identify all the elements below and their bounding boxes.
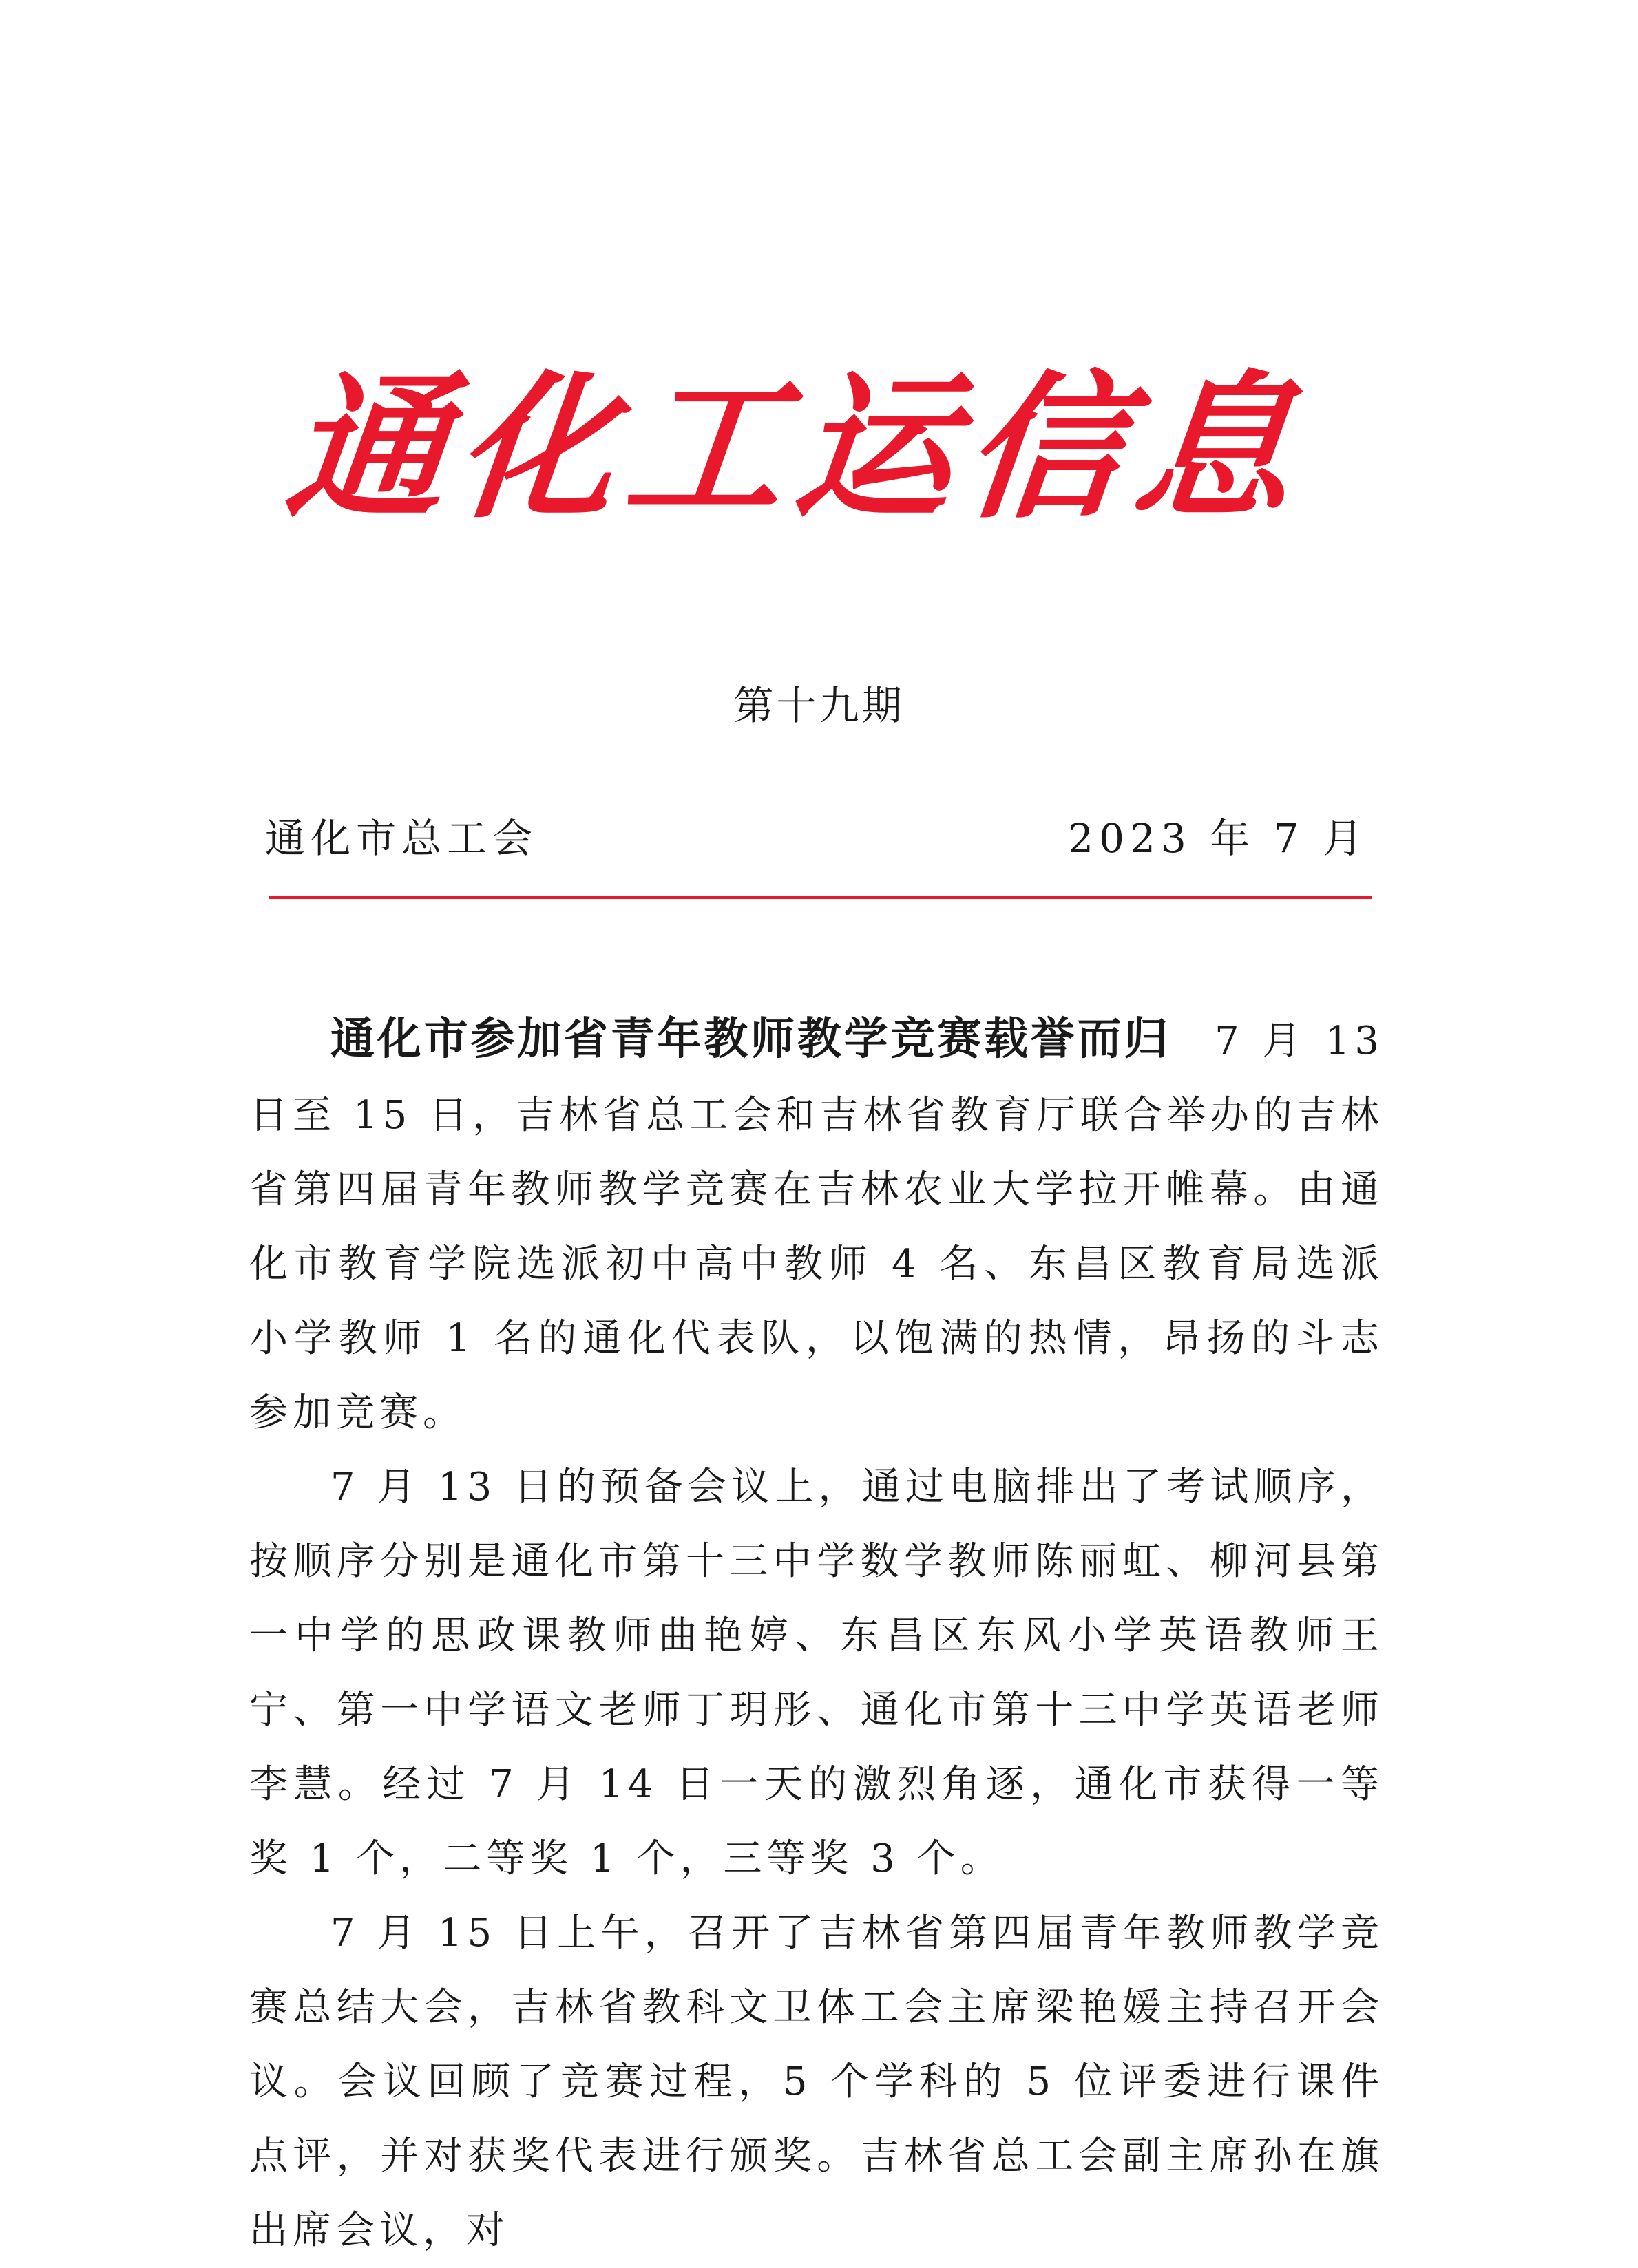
article-body: [249, 1002, 1384, 2268]
issue-number: 第十九期: [733, 682, 905, 729]
publication-date: 2023 年 7 月: [1068, 815, 1368, 862]
publisher-name: 通化市总工会: [265, 815, 538, 862]
masthead-title: 通化工运信息: [279, 355, 1316, 540]
article-paragraph-2: 7 月 13 日的预备会议上，通过电脑排出了考试顺序，按顺序分别是通化市第十三中学数学教师陈丽虹、柳河县第一中学的思政课教师曲艳婷、东昌区东风小学英语教师王宁、第一中学语文老师丁玥彤、通化市第十三中学英语老师李慧。经过 7 月 14 日一天的激烈角逐，通化市获得一等奖 1 个，二等奖 1 个，三等奖 3 个。: [249, 1465, 1384, 1881]
header-divider: [269, 896, 1372, 899]
article-paragraph-3: 7 月 15 日上午，召开了吉林省第四届青年教师教学竞赛总结大会，吉林省教科文卫体工会主席梁艳媛主持召开会议。会议回顾了竞赛过程，5 个学科的 5 位评委进行课件点评，并对获奖代表进行颁奖。吉林省总工会副主席孙在旗出席会议，对: [249, 1911, 1384, 2253]
article-headline: 通化市参加省青年教师教学竞赛载誉而归: [330, 1014, 1171, 1065]
article-paragraph-1: [249, 1002, 1384, 1450]
article-paragraph-1-text: 7 月 13 日至 15 日，吉林省总工会和吉林省教育厅联合举办的吉林省第四届青年教师教学竞赛在吉林农业大学拉开帷幕。由通化市教育学院选派初中高中教师 4 名、东昌区教育局选派小学教师 1 名的通化代表队，以饱满的热情，昂扬的斗志参加竞赛。: [249, 1019, 1385, 1435]
